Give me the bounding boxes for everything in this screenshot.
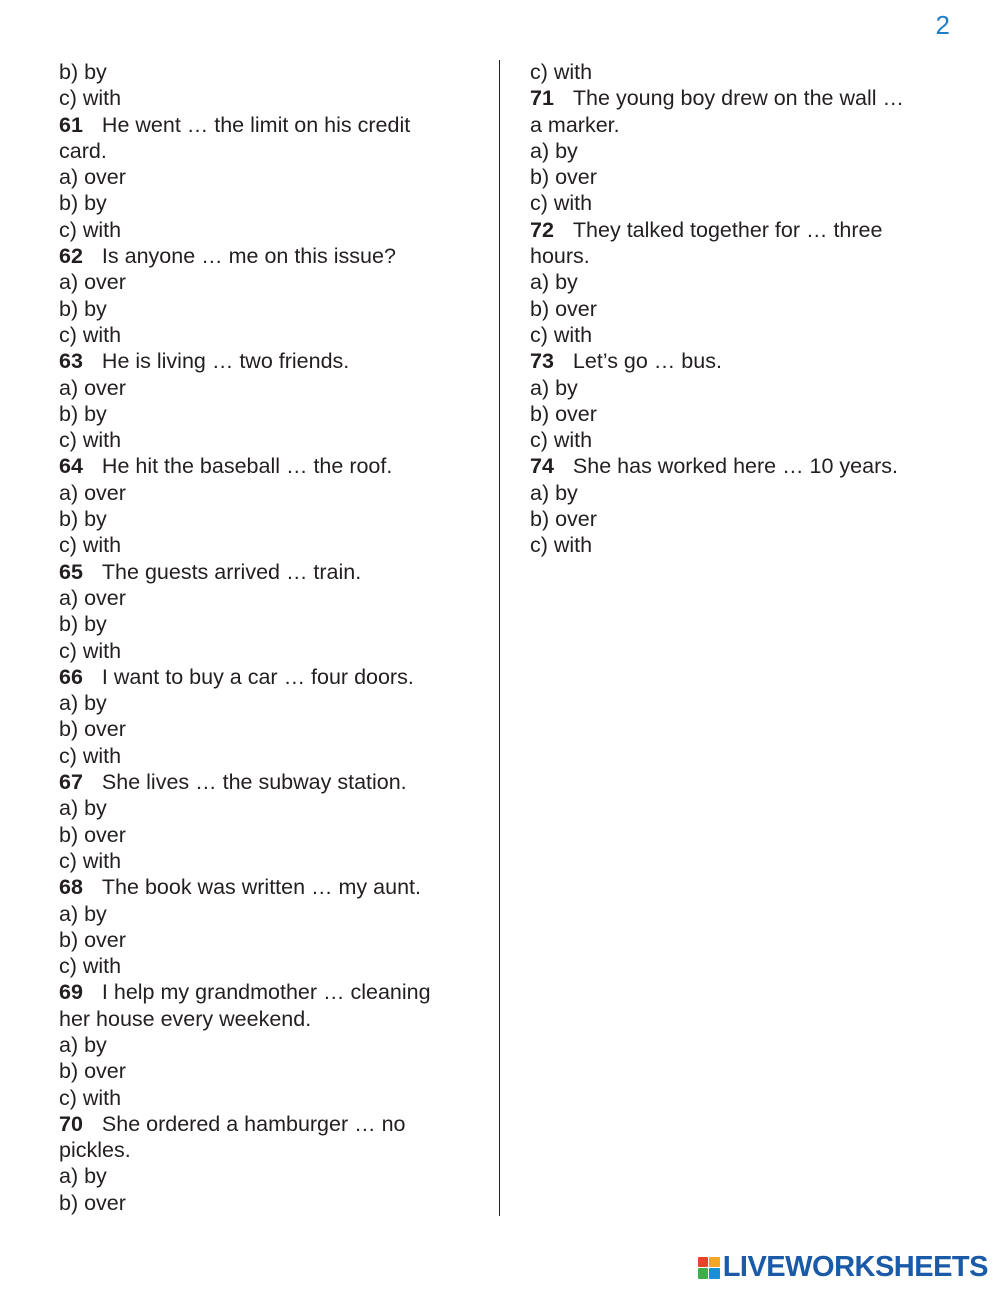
question-63 <box>59 348 469 374</box>
answer-option: c) with <box>530 428 593 453</box>
answer-option: c) with <box>59 322 122 347</box>
question-text: He hit the baseball … the roof. <box>101 454 393 479</box>
answer-option: c) with <box>59 1085 122 1110</box>
question-64 <box>59 453 469 479</box>
page-number: 2 <box>935 10 950 40</box>
question-number: 72 <box>530 217 554 242</box>
question-number: 63 <box>59 349 83 374</box>
answer-option: b) over <box>530 507 597 532</box>
answer-option: pickles. <box>59 1138 131 1163</box>
question-number: 66 <box>59 664 83 689</box>
answer-option: b) over <box>530 296 597 321</box>
logo-mark-e <box>709 1268 720 1279</box>
answer-option: c) with <box>59 533 122 558</box>
liveworksheets-logo <box>698 1251 988 1284</box>
question-number: 71 <box>530 86 554 111</box>
logo-mark-v <box>698 1268 709 1279</box>
answer-option: b) by <box>59 401 107 426</box>
column-divider <box>499 60 500 1216</box>
answer-option: c) with <box>530 322 593 347</box>
question-number: 68 <box>59 875 83 900</box>
question-text: She ordered a hamburger … no <box>101 1111 406 1136</box>
answer-option: a) by <box>59 1164 107 1189</box>
logo-mark-i <box>709 1257 720 1268</box>
question-text: He went … the limit on his credit <box>101 112 411 137</box>
answer-option: a) over <box>59 585 126 610</box>
question-66 <box>59 664 469 690</box>
question-67 <box>59 769 469 795</box>
answer-option: a) by <box>530 138 578 163</box>
question-number: 74 <box>530 454 554 479</box>
logo-text: LIVEWORKSHEETS <box>722 1251 988 1283</box>
answer-option: b) over <box>530 401 597 426</box>
answer-option: c) with <box>59 743 122 768</box>
question-text: The book was written … my aunt. <box>101 875 421 900</box>
question-text: They talked together for … three <box>572 217 883 242</box>
question-text: The young boy drew on the wall … <box>572 86 904 111</box>
answer-option: c) with <box>59 217 122 242</box>
question-62 <box>59 243 469 269</box>
answer-option: a) over <box>59 480 126 505</box>
question-number: 70 <box>59 1111 83 1136</box>
answer-option: her house every weekend. <box>59 1006 312 1031</box>
answer-option: c) with <box>59 954 122 979</box>
answer-option: a) by <box>59 1032 107 1057</box>
question-number: 61 <box>59 112 83 137</box>
question-69 <box>59 979 469 1005</box>
answer-option: a) by <box>530 375 578 400</box>
answer-option: card. <box>59 138 107 163</box>
answer-option: b) by <box>59 507 107 532</box>
question-number: 69 <box>59 980 83 1005</box>
answer-option: b) by <box>59 296 107 321</box>
answer-option: b) by <box>59 191 107 216</box>
question-number: 64 <box>59 454 83 479</box>
left-column <box>59 59 469 1216</box>
question-text: I help my grandmother … cleaning <box>101 980 431 1005</box>
answer-option: b) over <box>59 822 126 847</box>
answer-option: a) over <box>59 270 126 295</box>
answer-option: a) by <box>59 796 107 821</box>
answer-option: a) by <box>530 270 578 295</box>
answer-option: b) by <box>59 60 107 84</box>
question-text: She lives … the subway station. <box>101 770 407 795</box>
question-text: Is anyone … me on this issue? <box>101 244 396 269</box>
question-number: 73 <box>530 349 554 374</box>
question-68 <box>59 874 469 900</box>
answer-option: c) with <box>59 638 122 663</box>
answer-option: a marker. <box>530 112 620 137</box>
answer-option: c) with <box>59 848 122 873</box>
question-71 <box>530 85 950 111</box>
answer-option: b) over <box>59 1190 126 1215</box>
answer-option: b) over <box>59 717 126 742</box>
answer-option: hours. <box>530 244 590 269</box>
right-column <box>530 59 950 559</box>
answer-option: a) over <box>59 375 126 400</box>
answer-option: c) with <box>530 533 593 558</box>
question-73 <box>530 348 950 374</box>
answer-option: a) by <box>59 691 107 716</box>
question-number: 62 <box>59 244 83 269</box>
answer-option: c) with <box>530 191 593 216</box>
answer-option: c) with <box>59 428 122 453</box>
logo-mark-icon <box>698 1257 720 1279</box>
answer-option: a) by <box>59 901 107 926</box>
question-number: 65 <box>59 559 83 584</box>
answer-option: a) by <box>530 480 578 505</box>
logo-mark-l <box>698 1257 709 1268</box>
question-text: The guests arrived … train. <box>101 559 362 584</box>
question-74 <box>530 453 950 479</box>
question-70 <box>59 1111 469 1137</box>
question-61 <box>59 112 469 138</box>
answer-option: c) with <box>530 60 593 84</box>
question-text: He is living … two friends. <box>101 349 350 374</box>
answer-option: b) over <box>59 1059 126 1084</box>
answer-option: b) over <box>530 165 597 190</box>
question-65 <box>59 559 469 585</box>
question-72 <box>530 217 950 243</box>
answer-option: c) with <box>59 86 122 111</box>
question-text: Let’s go … bus. <box>572 349 722 374</box>
answer-option: b) over <box>59 927 126 952</box>
answer-option: a) over <box>59 165 126 190</box>
question-text: She has worked here … 10 years. <box>572 454 898 479</box>
question-text: I want to buy a car … four doors. <box>101 664 414 689</box>
answer-option: b) by <box>59 612 107 637</box>
question-number: 67 <box>59 770 83 795</box>
